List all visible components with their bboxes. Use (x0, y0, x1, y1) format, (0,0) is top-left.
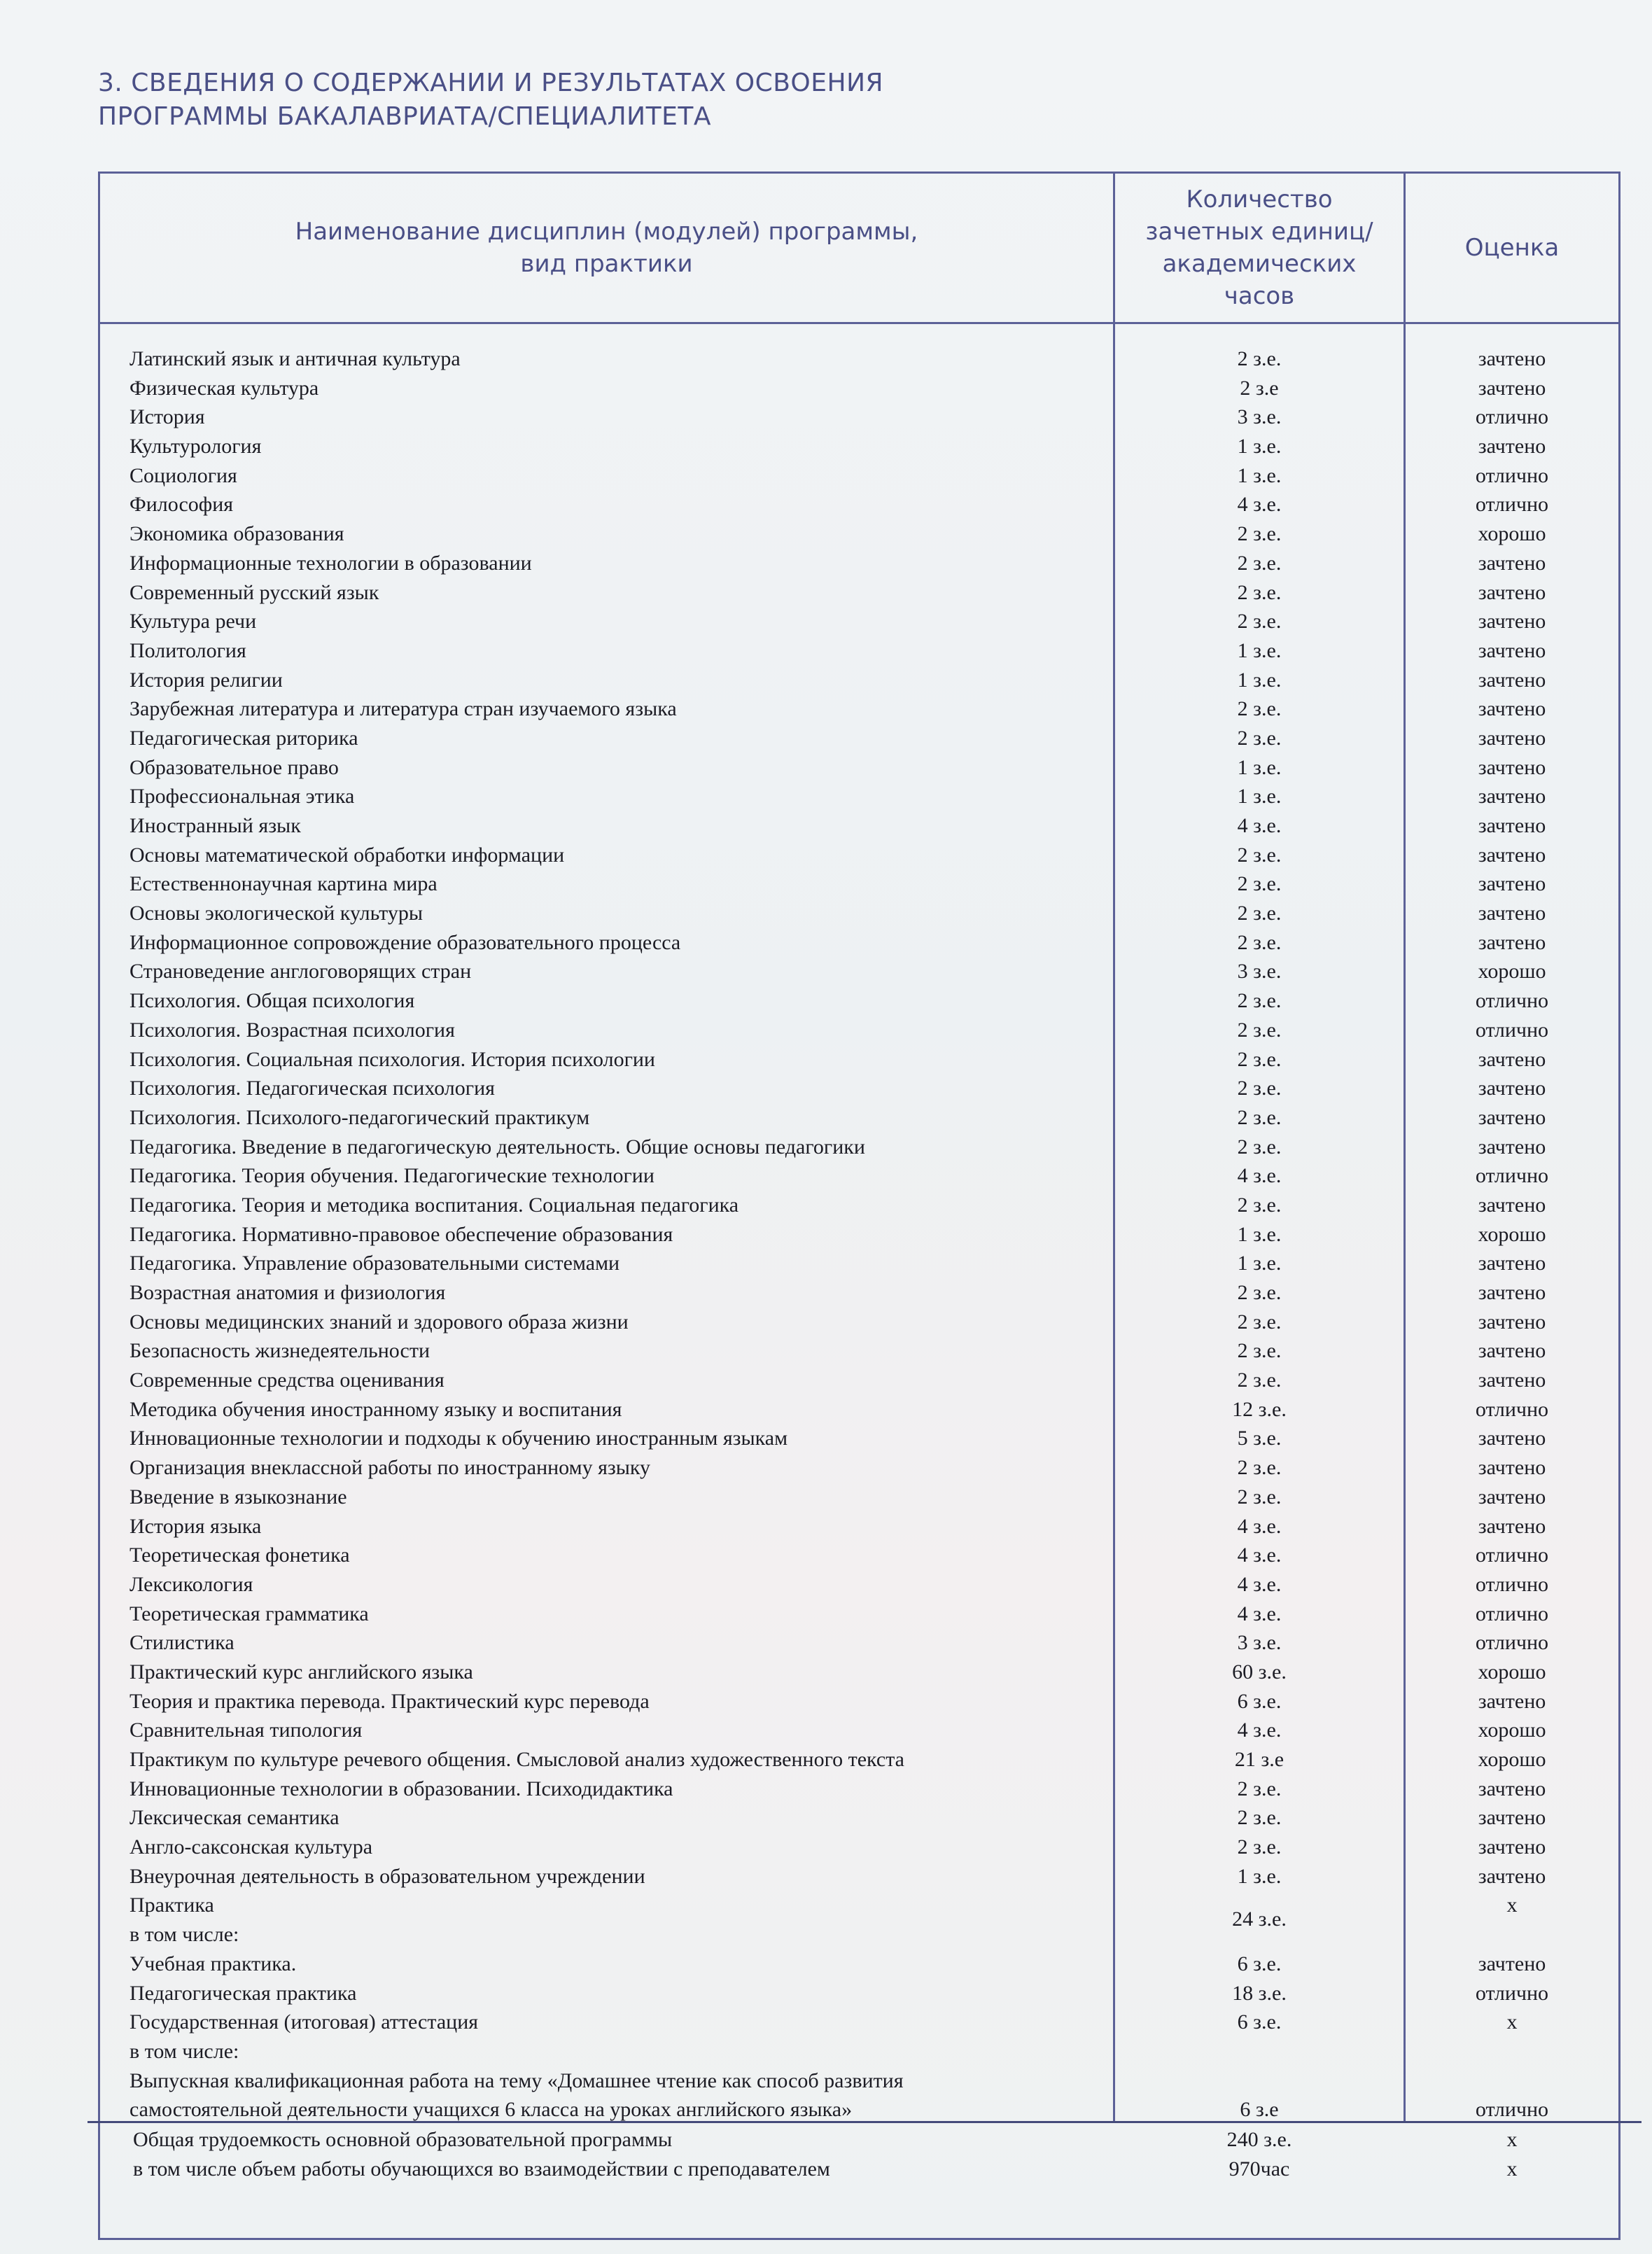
discipline-name: Лексическая семантика (130, 1806, 340, 1830)
credit-units: 6 з.е. (1237, 1952, 1282, 1975)
grade-value: зачтено (1478, 843, 1546, 867)
credit-units: 2 з.е. (1237, 1339, 1282, 1363)
credit-units: 2 з.е. (1237, 551, 1282, 575)
grade-value: зачтено (1478, 435, 1546, 458)
grade-value: зачтено (1478, 1339, 1546, 1363)
grade-value: зачтено (1478, 1456, 1546, 1480)
credit-units: 1 з.е. (1237, 435, 1282, 458)
discipline-name: Культура речи (130, 610, 257, 634)
practice-credits: 24 з.е. (1232, 1907, 1287, 1931)
discipline-name: История языка (130, 1514, 262, 1538)
discipline-name: Современные средства оценивания (130, 1368, 444, 1392)
credit-units: 2 з.е. (1237, 1777, 1282, 1800)
total-label: Общая трудоемкость основной образовательной программы (133, 2128, 673, 2151)
grade-value: зачтено (1478, 376, 1546, 400)
credit-units: 2 з.е. (1237, 843, 1282, 867)
section-heading (98, 66, 883, 134)
discipline-name: Информационные технологии в образовании (130, 551, 532, 575)
discipline-name: Социология (130, 463, 237, 487)
credit-units: 1 з.е. (1237, 1252, 1282, 1275)
grade-value: зачтено (1478, 1689, 1546, 1713)
credit-units: 21 з.е (1234, 1748, 1284, 1771)
credit-units: 2 з.е. (1237, 1456, 1282, 1480)
credit-units: 2 з.е. (1237, 580, 1282, 604)
grade-value: отлично (1475, 1631, 1549, 1655)
credit-units: 4 з.е. (1237, 1602, 1282, 1625)
credit-units: 2 з.е. (1237, 1485, 1282, 1508)
credit-units: 2 з.е. (1237, 1135, 1282, 1158)
table-row (0, 1278, 1652, 1308)
table-row (0, 666, 1652, 695)
table-row (0, 811, 1652, 841)
discipline-name: Сравнительная типология (130, 1718, 363, 1742)
grade-value: отлично (1475, 463, 1549, 487)
table-row (0, 1308, 1652, 1337)
grade-value: отлично (1475, 1018, 1549, 1042)
discipline-name: Организация внеклассной работы по иностранному языку (130, 1456, 651, 1480)
grade-value: отлично (1475, 989, 1549, 1013)
grade-value: хорошо (1478, 1748, 1546, 1771)
discipline-name: Основы экологической культуры (130, 902, 424, 925)
table-row (0, 957, 1652, 986)
grade-value: зачтено (1478, 1368, 1546, 1392)
discipline-name: Информационное сопровождение образовательного процесса (130, 930, 681, 954)
total-row (0, 2125, 1652, 2155)
contact-grade: х (1506, 2157, 1518, 2180)
grade-value: зачтено (1478, 1835, 1546, 1859)
credit-units: 2 з.е. (1237, 522, 1282, 546)
table-row (0, 1833, 1652, 1862)
credit-units: 2 з.е. (1237, 930, 1282, 954)
contact-hours-row (0, 2155, 1652, 2184)
discipline-name: Внеурочная деятельность в образовательном учреждении (130, 1864, 645, 1888)
practice-item-row (0, 1949, 1652, 1979)
credit-units: 2 з.е. (1237, 1310, 1282, 1334)
grade-value: хорошо (1478, 1660, 1546, 1684)
discipline-name: Психология. Возрастная психология (130, 1018, 455, 1042)
table-row (0, 1483, 1652, 1512)
grade-value: зачтено (1478, 1252, 1546, 1275)
credit-units: 3 з.е. (1237, 405, 1282, 429)
practice-label-line-2: в том числе: (130, 1923, 239, 1947)
table-row (0, 490, 1652, 519)
table-row (0, 1191, 1652, 1220)
discipline-name: Теория и практика перевода. Практический курс перевода (130, 1689, 650, 1713)
discipline-name: Педагогика. Теория обучения. Педагогические технологии (130, 1164, 654, 1188)
grade-value: зачтено (1478, 726, 1546, 750)
discipline-name: Психология. Социальная психология. История психологии (130, 1047, 655, 1071)
grade-value: зачтено (1478, 1514, 1546, 1538)
discipline-name: Инновационные технологии в образовании. Психодидактика (130, 1777, 673, 1800)
discipline-name: Педагогическая риторика (130, 726, 358, 750)
grade-value: зачтено (1478, 580, 1546, 604)
discipline-name: Англо-саксонская культура (130, 1835, 373, 1859)
grade-value: отлично (1475, 1981, 1549, 2005)
credit-units: 18 з.е. (1232, 1981, 1287, 2005)
discipline-name: Лексикология (130, 1572, 253, 1596)
credit-units: 4 з.е. (1237, 1544, 1282, 1567)
credit-units: 2 з.е. (1237, 1047, 1282, 1071)
discipline-name: Физическая культура (130, 376, 319, 400)
grade-value: отлично (1475, 405, 1549, 429)
credit-units: 2 з.е. (1237, 1835, 1282, 1859)
discipline-name: Иностранный язык (130, 814, 301, 837)
totals-block (0, 2125, 1652, 2183)
credit-units: 2 з.е. (1237, 726, 1282, 750)
discipline-name: Безопасность жизнедеятельности (130, 1339, 430, 1363)
table-row (0, 1687, 1652, 1716)
table-row (0, 928, 1652, 958)
grade-value: зачтено (1478, 872, 1546, 896)
table-row (0, 402, 1652, 432)
practice-item-row (0, 1979, 1652, 2008)
attestation-row (0, 2008, 1652, 2037)
credit-units: 60 з.е. (1232, 1660, 1287, 1684)
credit-units: 2 з.е. (1237, 347, 1282, 370)
discipline-name: Введение в языкознание (130, 1485, 347, 1508)
table-row (0, 1570, 1652, 1600)
discipline-name: Естественнонаучная картина мира (130, 872, 438, 896)
discipline-name: Основы математической обработки информации (130, 843, 565, 867)
table-row (0, 1745, 1652, 1774)
column-header-credits: Количество зачетных единиц/ академических часов (1145, 186, 1373, 310)
table-row (0, 753, 1652, 783)
grade-value: отлично (1475, 1397, 1549, 1421)
contact-hours: 970час (1228, 2157, 1290, 2180)
discipline-name: Политология (130, 638, 246, 662)
table-row (0, 1774, 1652, 1804)
discipline-name: Латинский язык и античная культура (130, 347, 461, 370)
credit-units: 12 з.е. (1232, 1397, 1287, 1421)
grade-value: хорошо (1478, 522, 1546, 546)
table-row (0, 636, 1652, 666)
table-row (0, 1074, 1652, 1103)
table-row (0, 986, 1652, 1016)
practice-label-line-1: Практика (130, 1893, 214, 1917)
credit-units: 2 з.е. (1237, 989, 1282, 1013)
table-row (0, 1512, 1652, 1541)
grade-value: зачтено (1478, 1047, 1546, 1071)
discipline-name: Теоретическая фонетика (130, 1544, 350, 1567)
credit-units: 2 з.е. (1237, 1193, 1282, 1217)
section-heading-line-2: ПРОГРАММЫ БАКАЛАВРИАТА/СПЕЦИАЛИТЕТА (98, 102, 711, 131)
discipline-name: Возрастная анатомия и физиология (130, 1281, 446, 1304)
credit-units: 2 з.е. (1237, 1806, 1282, 1830)
credit-units: 6 з.е. (1237, 2010, 1282, 2034)
discipline-name: Психология. Психолого-педагогический практикум (130, 1105, 590, 1129)
discipline-name: Педагогика. Управление образовательными системами (130, 1252, 620, 1275)
table-row (0, 694, 1652, 724)
table-row (0, 1161, 1652, 1191)
credit-units: 1 з.е. (1237, 785, 1282, 808)
credit-units: 2 з.е. (1237, 1018, 1282, 1042)
grade-value: зачтено (1478, 668, 1546, 692)
discipline-name: Педагогика. Теория и методика воспитания. Социальная педагогика (130, 1193, 739, 1217)
grade-value: зачтено (1478, 1427, 1546, 1450)
table-row (0, 1103, 1652, 1133)
discipline-name: самостоятельной деятельности учащихся 6 класса на уроках английского языка» (130, 2098, 853, 2122)
thesis-row (0, 2066, 1652, 2096)
grade-value: хорошо (1478, 1222, 1546, 1246)
table-row (0, 1336, 1652, 1366)
discipline-name: Основы медицинских знаний и здорового образа жизни (130, 1310, 629, 1334)
total-grade: х (1506, 2128, 1518, 2151)
table-row (0, 841, 1652, 870)
grade-value: хорошо (1478, 960, 1546, 983)
table-row (0, 899, 1652, 928)
table-row (0, 374, 1652, 403)
grade-value: зачтено (1478, 814, 1546, 837)
practice-grade: х (1506, 1893, 1518, 1917)
grade-value: зачтено (1478, 1310, 1546, 1334)
discipline-name: Методика обучения иностранному языку и воспитания (130, 1397, 622, 1421)
table-row (0, 1249, 1652, 1278)
credit-units: 2 з.е (1240, 376, 1279, 400)
grade-value: зачтено (1478, 610, 1546, 634)
credit-units: 3 з.е. (1237, 960, 1282, 983)
credit-units: 4 з.е. (1237, 1514, 1282, 1538)
grade-value: зачтено (1478, 1105, 1546, 1129)
table-row (0, 1716, 1652, 1745)
table-row (0, 1366, 1652, 1395)
credit-units: 4 з.е. (1237, 1718, 1282, 1742)
table-row (0, 1220, 1652, 1250)
discipline-name: Выпускная квалификационная работа на тему «Домашнее чтение как способ развития (130, 2068, 904, 2092)
table-row (0, 461, 1652, 491)
table-row (0, 1045, 1652, 1074)
discipline-name: Инновационные технологии и подходы к обучению иностранным языкам (130, 1427, 788, 1450)
practice-label (130, 1891, 239, 1949)
credit-units: 6 з.е (1240, 2098, 1279, 2122)
contact-label: в том числе объем работы обучающихся во взаимодействии с преподавателем (133, 2157, 830, 2180)
discipline-name: Педагогическая практика (130, 1981, 357, 2005)
table-row (0, 1541, 1652, 1570)
table-row (0, 1016, 1652, 1045)
grade-value: зачтено (1478, 1193, 1546, 1217)
discipline-name: Практикум по культуре речевого общения. Смысловой анализ художественного текста (130, 1748, 904, 1771)
grade-value: зачтено (1478, 1077, 1546, 1100)
credit-units: 2 з.е. (1237, 902, 1282, 925)
credit-units: 2 з.е. (1237, 872, 1282, 896)
table-row (0, 782, 1652, 811)
thesis-row-continued (0, 2095, 1652, 2124)
grade-value: зачтено (1478, 551, 1546, 575)
discipline-name: Философия (130, 493, 234, 517)
total-credits: 240 з.е. (1226, 2128, 1292, 2151)
discipline-name: Практический курс английского языка (130, 1660, 473, 1684)
grade-value: зачтено (1478, 347, 1546, 370)
credit-units: 1 з.е. (1237, 755, 1282, 779)
header-divider (98, 322, 1620, 324)
discipline-name: Стилистика (130, 1631, 234, 1655)
discipline-name: Теоретическая грамматика (130, 1602, 369, 1625)
discipline-name: Современный русский язык (130, 580, 379, 604)
credit-units: 2 з.е. (1237, 1368, 1282, 1392)
discipline-list (0, 344, 1652, 2124)
credit-units: 4 з.е. (1237, 1164, 1282, 1188)
grade-value: отлично (1475, 1164, 1549, 1188)
discipline-name: История (130, 405, 205, 429)
table-row (0, 549, 1652, 578)
grade-value: зачтено (1478, 1777, 1546, 1800)
table-row (0, 1658, 1652, 1687)
table-row (0, 1862, 1652, 1891)
credit-units: 1 з.е. (1237, 463, 1282, 487)
table-row (0, 1424, 1652, 1453)
credit-units: 3 з.е. (1237, 1631, 1282, 1655)
column-header-grade: Оценка (1464, 234, 1560, 262)
table-row (0, 1133, 1652, 1162)
grade-value: хорошо (1478, 1718, 1546, 1742)
grade-value: зачтено (1478, 1281, 1546, 1304)
table-row (0, 1395, 1652, 1424)
credit-units: 5 з.е. (1237, 1427, 1282, 1450)
credit-units: 1 з.е. (1237, 668, 1282, 692)
table-row (0, 578, 1652, 608)
grade-value: отлично (1475, 1544, 1549, 1567)
table-row (0, 1628, 1652, 1658)
practice-row (0, 1891, 1652, 1949)
grade-value: отлично (1475, 493, 1549, 517)
credit-units: 4 з.е. (1237, 1572, 1282, 1596)
column-header-name: Наименование дисциплин (модулей) программы, вид практики (295, 218, 918, 278)
credit-units: 4 з.е. (1237, 493, 1282, 517)
grade-value: зачтено (1478, 1806, 1546, 1830)
table-row (0, 1453, 1652, 1483)
credit-units: 2 з.е. (1237, 697, 1282, 721)
credit-units: 2 з.е. (1237, 1281, 1282, 1304)
discipline-name: Психология. Педагогическая психология (130, 1077, 495, 1100)
table-row (0, 724, 1652, 753)
grade-value: отлично (1475, 1602, 1549, 1625)
credit-units: 6 з.е. (1237, 1689, 1282, 1713)
grade-value: зачтено (1478, 902, 1546, 925)
grade-value: зачтено (1478, 1864, 1546, 1888)
discipline-name: Зарубежная литература и литература стран изучаемого языка (130, 697, 677, 721)
discipline-name: Экономика образования (130, 522, 344, 546)
table-row (0, 1803, 1652, 1833)
grade-value: зачтено (1478, 1135, 1546, 1158)
grade-value: х (1506, 2010, 1518, 2034)
discipline-name: Образовательное право (130, 755, 339, 779)
table-row (0, 344, 1652, 374)
table-row (0, 1600, 1652, 1629)
grade-value: зачтено (1478, 785, 1546, 808)
discipline-name: Учебная практика. (130, 1952, 297, 1975)
credit-units: 2 з.е. (1237, 1105, 1282, 1129)
discipline-name: в том числе: (130, 2039, 239, 2063)
grade-value: зачтено (1478, 1485, 1546, 1508)
grade-value: зачтено (1478, 638, 1546, 662)
discipline-name: Педагогика. Нормативно-правовое обеспечение образования (130, 1222, 673, 1246)
discipline-name: История религии (130, 668, 283, 692)
discipline-name: Государственная (итоговая) аттестация (130, 2010, 479, 2034)
grade-value: отлично (1475, 2098, 1549, 2122)
credit-units: 2 з.е. (1237, 1077, 1282, 1100)
grade-value: зачтено (1478, 755, 1546, 779)
credit-units: 1 з.е. (1237, 1864, 1282, 1888)
table-row (0, 519, 1652, 549)
grade-value: зачтено (1478, 930, 1546, 954)
discipline-name: Профессиональная этика (130, 785, 355, 808)
credit-units: 4 з.е. (1237, 814, 1282, 837)
credit-units: 2 з.е. (1237, 610, 1282, 634)
discipline-name: Педагогика. Введение в педагогическую деятельность. Общие основы педагогики (130, 1135, 865, 1158)
grade-value: зачтено (1478, 1952, 1546, 1975)
section-heading-line-1: 3. СВЕДЕНИЯ О СОДЕРЖАНИИ И РЕЗУЛЬТАТАХ ОСВОЕНИЯ (98, 69, 884, 97)
discipline-name: Страноведение англоговорящих стран (130, 960, 472, 983)
credit-units: 1 з.е. (1237, 638, 1282, 662)
discipline-name: Психология. Общая психология (130, 989, 415, 1013)
grade-value: отлично (1475, 1572, 1549, 1596)
table-row (0, 432, 1652, 461)
grade-value: зачтено (1478, 697, 1546, 721)
attestation-subheader-row (0, 2037, 1652, 2066)
table-row (0, 869, 1652, 899)
table-row (0, 607, 1652, 636)
discipline-name: Культурология (130, 435, 262, 458)
credit-units: 1 з.е. (1237, 1222, 1282, 1246)
